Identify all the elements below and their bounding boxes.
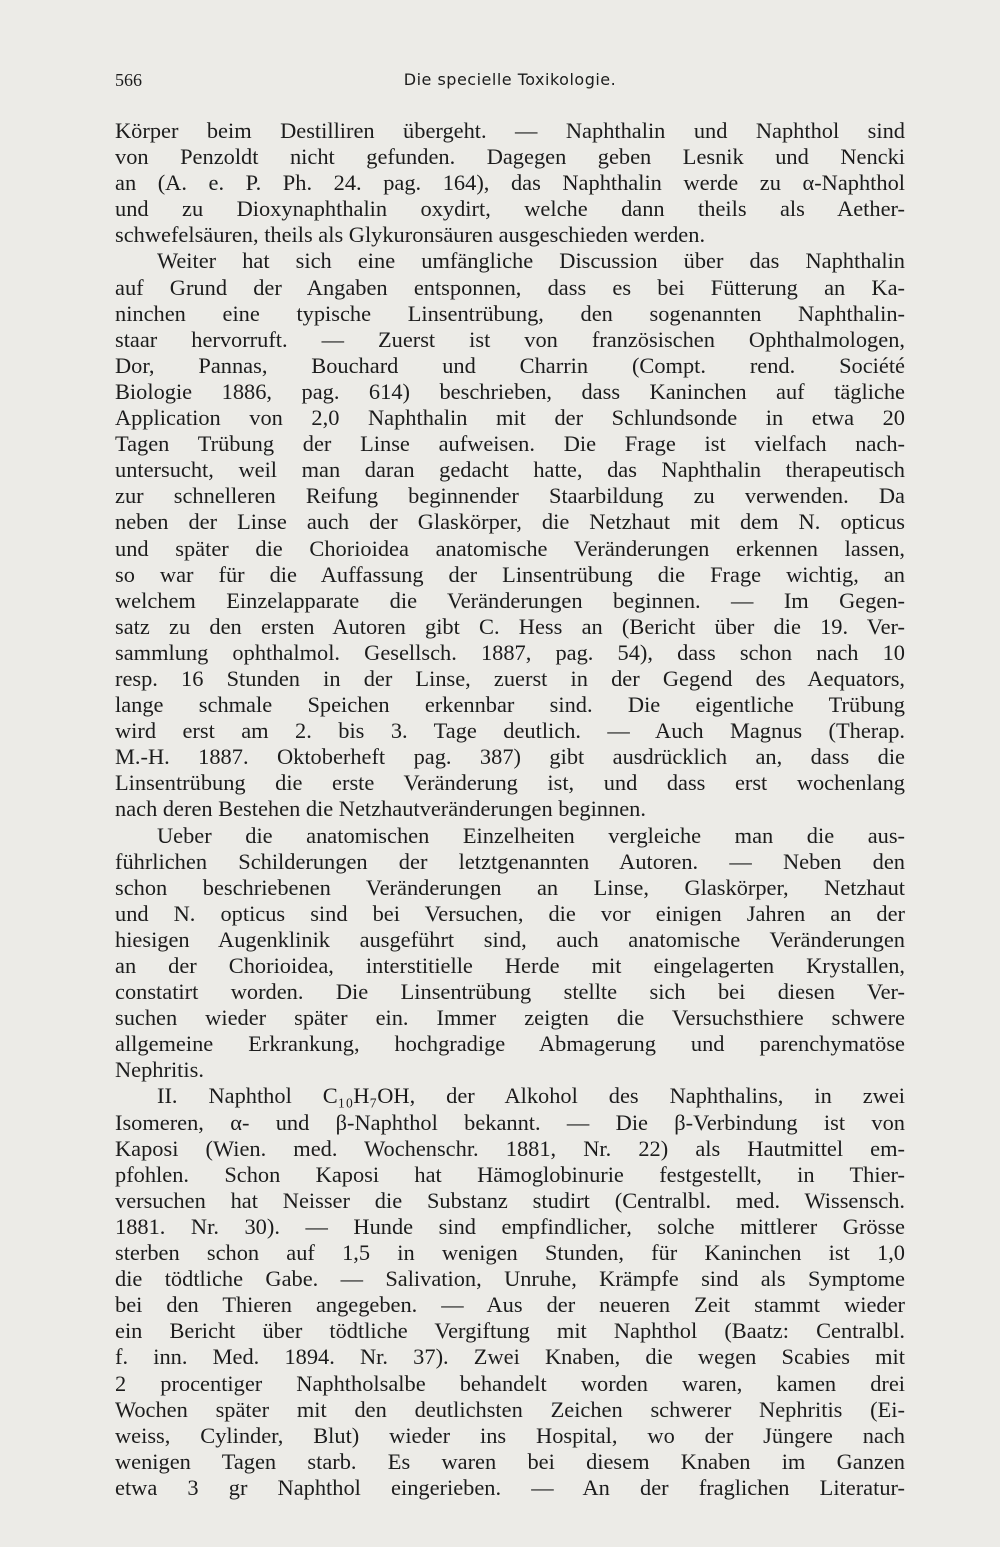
text-line: Tagen Trübung der Linse aufweisen. Die Frage ist vielfach nach-	[115, 431, 905, 457]
text-line: ninchen eine typische Linsentrübung, den sogenannten Naphthalin-	[115, 300, 905, 326]
text-line: Biologie 1886, pag. 614) beschrieben, dass Kaninchen auf tägliche	[115, 378, 905, 404]
text-line: neben der Linse auch der Glaskörper, die Netzhaut mit dem N. opticus	[115, 509, 905, 535]
text-line: und zu Dioxynaphthalin oxydirt, welche dann theils als Aether-	[115, 196, 905, 222]
page-number: 566	[115, 70, 142, 90]
text-line: versuchen hat Neisser die Substanz studirt (Centralbl. med. Wissensch.	[115, 1187, 905, 1213]
text-line: II. Naphthol C₁₀H₇OH, der Alkohol des Naphthalins, in zwei	[157, 1083, 905, 1109]
text-line: nach deren Bestehen die Netzhautveränderungen beginnen.	[115, 796, 646, 822]
text-line: schon beschriebenen Veränderungen an Linse, Glaskörper, Netzhaut	[115, 874, 905, 900]
text-line: f. inn. Med. 1894. Nr. 37). Zwei Knaben, die wegen Scabies mit	[115, 1344, 905, 1370]
text-line: untersucht, weil man daran gedacht hatte, das Naphthalin therapeutisch	[115, 457, 905, 483]
text-line: führlichen Schilderungen der letztgenannten Autoren. — Neben den	[115, 848, 905, 874]
text-line: sammlung ophthalmol. Gesellsch. 1887, pag. 54), dass schon nach 10	[115, 639, 905, 665]
text-line: allgemeine Erkrankung, hochgradige Abmagerung und parenchymatöse	[115, 1031, 905, 1057]
text-line: Linsentrübung die erste Veränderung ist, und dass erst wochenlang	[115, 770, 905, 796]
text-line: auf Grund der Angaben entsponnen, dass es bei Fütterung an Ka-	[115, 274, 905, 300]
text-line: ein Bericht über tödtliche Vergiftung mit Naphthol (Baatz: Centralbl.	[115, 1318, 905, 1344]
text-line: bei den Thieren angegeben. — Aus der neueren Zeit stammt wieder	[115, 1292, 905, 1318]
text-line: welchem Einzelapparate die Veränderungen beginnen. — Im Gegen-	[115, 587, 905, 613]
text-line: die tödtliche Gabe. — Salivation, Unruhe, Krämpfe sind als Symptome	[115, 1266, 905, 1292]
body-text	[115, 118, 905, 1501]
text-line: so war für die Auffassung der Linsentrübung die Frage wichtig, an	[115, 561, 905, 587]
text-line: staar hervorruft. — Zuerst ist von französischen Ophthalmologen,	[115, 326, 905, 352]
text-line: pfohlen. Schon Kaposi hat Hämoglobinurie festgestellt, in Thier-	[115, 1161, 905, 1187]
text-line: 2 procentiger Naphtholsalbe behandelt worden waren, kamen drei	[115, 1370, 905, 1396]
text-line: schwefelsäuren, theils als Glykuronsäuren ausgeschieden werden.	[115, 222, 706, 248]
text-line: constatirt worden. Die Linsentrübung stellte sich bei diesen Ver-	[115, 979, 905, 1005]
running-head	[115, 70, 905, 100]
text-line: und später die Chorioidea anatomische Veränderungen erkennen lassen,	[115, 535, 905, 561]
text-line: zur schnelleren Reifung beginnender Staarbildung zu verwenden. Da	[115, 483, 905, 509]
text-line: suchen wieder später ein. Immer zeigten die Versuchsthiere schwere	[115, 1005, 905, 1031]
text-line: Dor, Pannas, Bouchard und Charrin (Compt. rend. Société	[115, 352, 905, 378]
text-line: von Penzoldt nicht gefunden. Dagegen geben Lesnik und Nencki	[115, 144, 905, 170]
text-line: etwa 3 gr Naphthol eingerieben. — An der fraglichen Literatur-	[115, 1474, 905, 1500]
text-line: hiesigen Augenklinik ausgeführt sind, auch anatomische Veränderungen	[115, 926, 905, 952]
text-line: Wochen später mit den deutlichsten Zeichen schwerer Nephritis (Ei-	[115, 1396, 905, 1422]
text-line: weiss, Cylinder, Blut) wieder ins Hospital, wo der Jüngere nach	[115, 1422, 905, 1448]
text-line: Körper beim Destilliren übergeht. — Naphthalin und Naphthol sind	[115, 118, 905, 143]
text-line: an (A. e. P. Ph. 24. pag. 164), das Naphthalin werde zu α-Naphthol	[115, 170, 905, 196]
text-line: lange schmale Speichen erkennbar sind. Die eigentliche Trübung	[115, 692, 905, 718]
text-line: Nephritis.	[115, 1057, 204, 1083]
text-line: an der Chorioidea, interstitielle Herde mit eingelagerten Krystallen,	[115, 953, 905, 978]
text-line: 1881. Nr. 30). — Hunde sind empfindlicher, solche mittlerer Grösse	[115, 1213, 905, 1239]
text-line: Weiter hat sich eine umfängliche Discussion über das Naphthalin	[157, 248, 905, 274]
text-line: sterben schon auf 1,5 in wenigen Stunden, für Kaninchen ist 1,0	[115, 1240, 905, 1266]
running-title: Die specielle Toxikologie.	[403, 70, 617, 89]
text-line: wird erst am 2. bis 3. Tage deutlich. — Auch Magnus (Therap.	[115, 718, 905, 744]
text-line: resp. 16 Stunden in der Linse, zuerst in der Gegend des Aequators,	[115, 665, 905, 691]
text-line: Isomeren, α- und β-Naphthol bekannt. — Die β-Verbindung ist von	[115, 1109, 905, 1135]
text-line: satz zu den ersten Autoren gibt C. Hess an (Bericht über die 19. Ver-	[115, 613, 905, 639]
text-line: und N. opticus sind bei Versuchen, die vor einigen Jahren an der	[115, 900, 905, 926]
text-line: M.-H. 1887. Oktoberheft pag. 387) gibt ausdrücklich an, dass die	[115, 744, 905, 770]
text-line: Kaposi (Wien. med. Wochenschr. 1881, Nr. 22) als Hautmittel em-	[115, 1135, 905, 1161]
text-line: Application von 2,0 Naphthalin mit der Schlundsonde in etwa 20	[115, 405, 905, 431]
text-line: Ueber die anatomischen Einzelheiten vergleiche man die aus-	[157, 822, 905, 848]
text-line: wenigen Tagen starb. Es waren bei diesem Knaben im Ganzen	[115, 1448, 905, 1474]
